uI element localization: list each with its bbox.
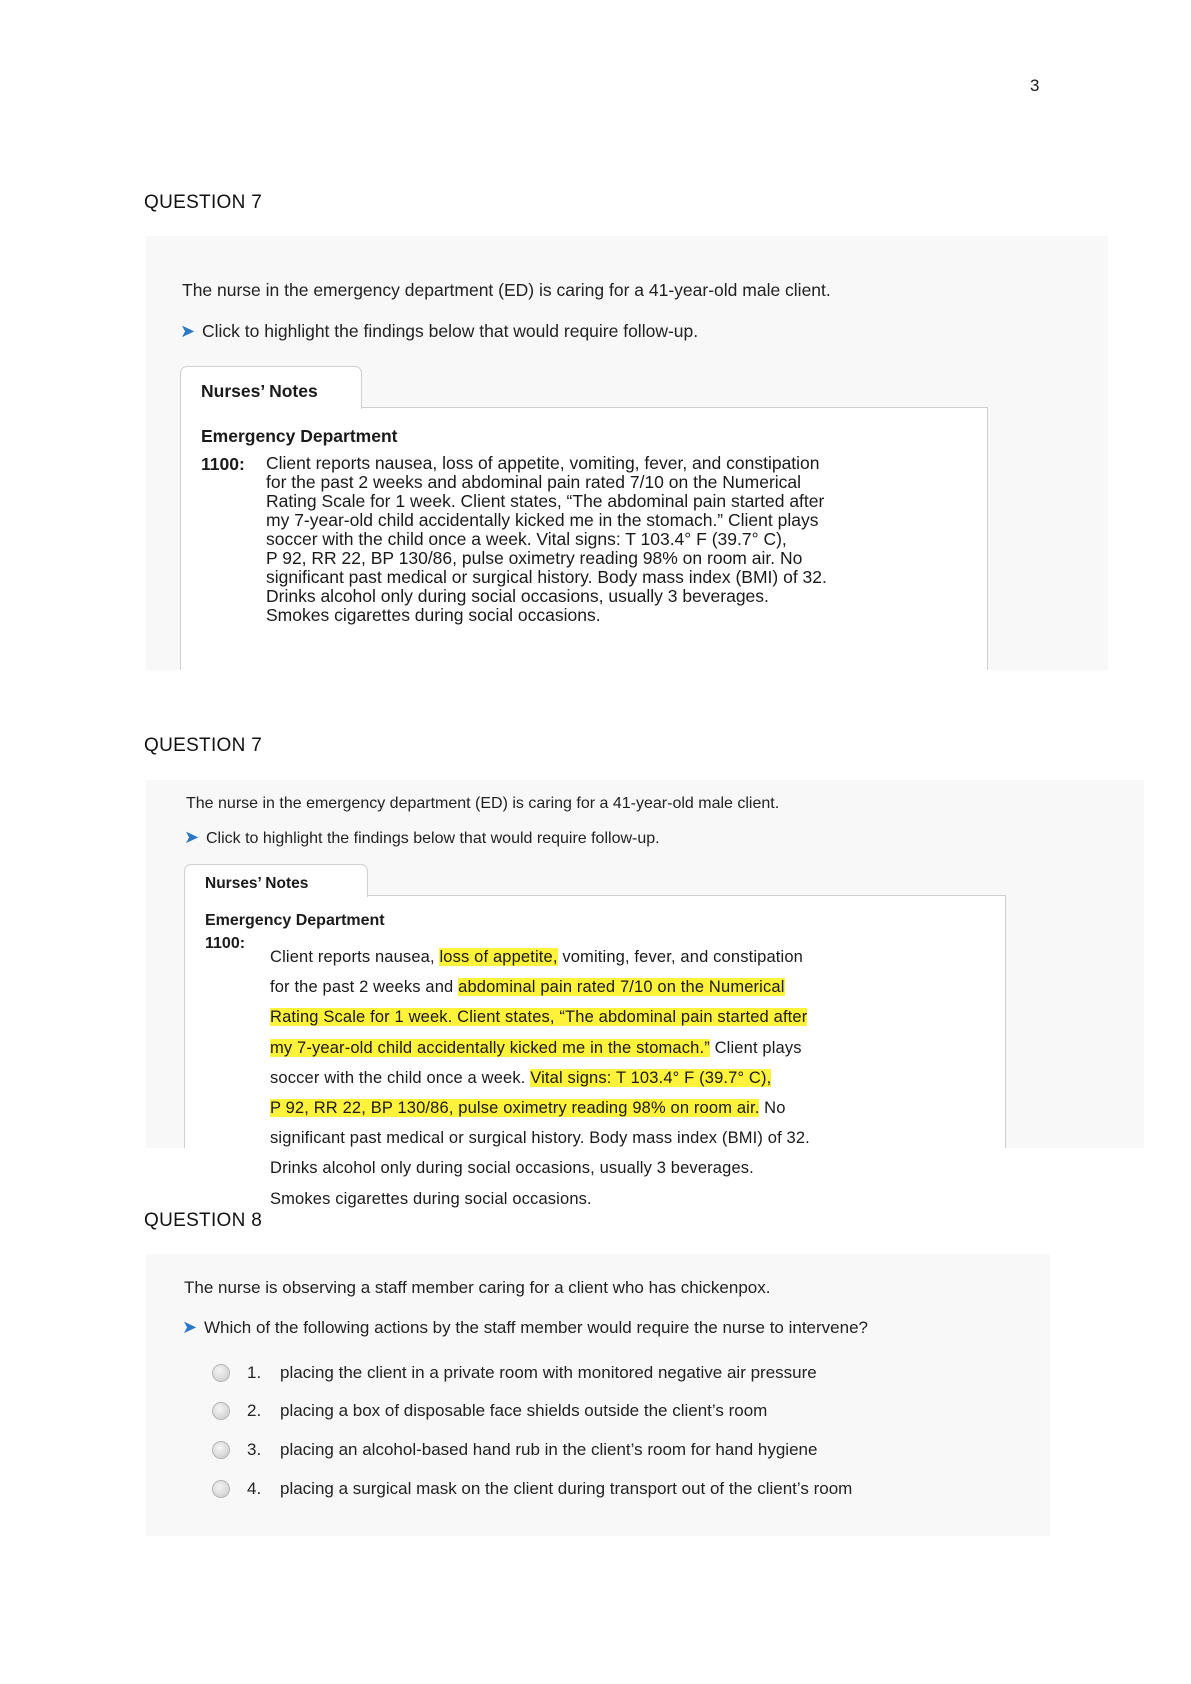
highlighted-finding[interactable]: abdominal pain rated 7/10 on the Numerical [458,978,785,997]
highlighted-finding[interactable]: Rating Scale for 1 week. Client states, “The abdominal pain started after [270,1008,808,1027]
question-panel-highlighted [146,780,1144,1208]
note-line: Client reports nausea, loss of appetite, vomiting, fever, and constipation [270,948,803,967]
note-line: P 92, RR 22, BP 130/86, pulse oximetry reading 98% on room air. No [270,1099,786,1118]
answer-option[interactable]: 2. placing a box of disposable face shields outside the client’s room [247,1401,768,1420]
highlighted-finding[interactable]: Vital signs: T 103.4° F (39.7° C), [530,1068,772,1087]
tab-nurses-notes[interactable]: Nurses’ Notes [184,864,368,897]
page-number: 3 [1030,76,1040,95]
question-label: QUESTION 7 [144,192,263,213]
note-line: Smokes cigarettes during social occasions. [270,1189,592,1208]
note-line: for the past 2 weeks and abdominal pain rated 7/10 on the Numerical [270,978,785,997]
note-line: my 7-year-old child accidentally kicked me in the stomach.” Client plays [270,1038,802,1057]
question-panel [146,236,1108,670]
highlighted-finding[interactable]: my 7-year-old child accidentally kicked me in the stomach.” [270,1038,710,1057]
note-text-highlighted[interactable] [270,935,810,1222]
answer-option[interactable]: 4. placing a surgical mask on the client during transport out of the client’s room [247,1479,853,1498]
question-label: QUESTION 8 [144,1210,263,1231]
note-time: 1100: [201,454,245,474]
instruction-text: Which of the following actions by the staff member would require the nurse to intervene? [204,1318,868,1337]
note-text[interactable]: Client reports nausea, loss of appetite, vomiting, fever, and constipation for the past 2 weeks and abdominal pain rated 7/10 on the Numerical Rating Scale for 1 week. Client states, “The abdominal pain started after my 7-year-old child accidentally kicked me in the stomach.” Client plays soccer with the child once a week. Vital signs: T 103.4° F (39.7° C), P 92, RR 22, BP 130/86, pulse oximetry reading 98% on room air. No significant past medical or surgical history. Body mass index (BMI) of 32. Drinks alcohol only during social occasions, usually 3 beverages. Smokes cigarettes during social occasions. [266,453,827,625]
question-panel [146,1254,1050,1536]
instruction-text: Click to highlight the findings below that would require follow-up. [202,321,699,341]
tab-nurses-notes[interactable]: Nurses’ Notes [180,366,362,409]
instruction [180,321,698,342]
answer-option[interactable]: 3. placing an alcohol-based hand rub in the client’s room for hand hygiene [247,1440,818,1459]
notes-section-heading: Emergency Department [205,912,385,929]
note-line: soccer with the child once a week. Vital signs: T 103.4° F (39.7° C), [270,1068,772,1087]
instruction [182,1317,868,1338]
highlighted-finding[interactable]: P 92, RR 22, BP 130/86, pulse oximetry reading 98% on room air. [270,1099,760,1118]
instruction-text: Click to highlight the findings below that would require follow-up. [206,830,660,847]
radio-option-4[interactable] [212,1480,230,1498]
answer-option[interactable]: 1. placing the client in a private room with monitored negative air pressure [247,1363,817,1382]
radio-option-1[interactable] [212,1364,230,1382]
question-stem: The nurse in the emergency department (ED) is caring for a 41-year-old male client. [186,795,780,812]
question-stem: The nurse is observing a staff member caring for a client who has chickenpox. [184,1278,771,1297]
question-label: QUESTION 7 [144,735,263,756]
note-line: Drinks alcohol only during social occasions, usually 3 beverages. [270,1159,754,1178]
notes-section-heading: Emergency Department [201,426,398,446]
arrow-icon: ➤ [180,321,196,341]
instruction [184,827,660,848]
note-line: significant past medical or surgical history. Body mass index (BMI) of 32. [270,1129,810,1148]
note-time: 1100: [205,935,246,952]
radio-option-2[interactable] [212,1402,230,1420]
arrow-icon: ➤ [182,1317,198,1337]
radio-option-3[interactable] [212,1441,230,1459]
highlighted-finding[interactable]: loss of appetite, [439,948,558,967]
arrow-icon: ➤ [184,827,200,847]
note-line [270,1010,810,1025]
question-stem: The nurse in the emergency department (ED) is caring for a 41-year-old male client. [182,280,831,300]
